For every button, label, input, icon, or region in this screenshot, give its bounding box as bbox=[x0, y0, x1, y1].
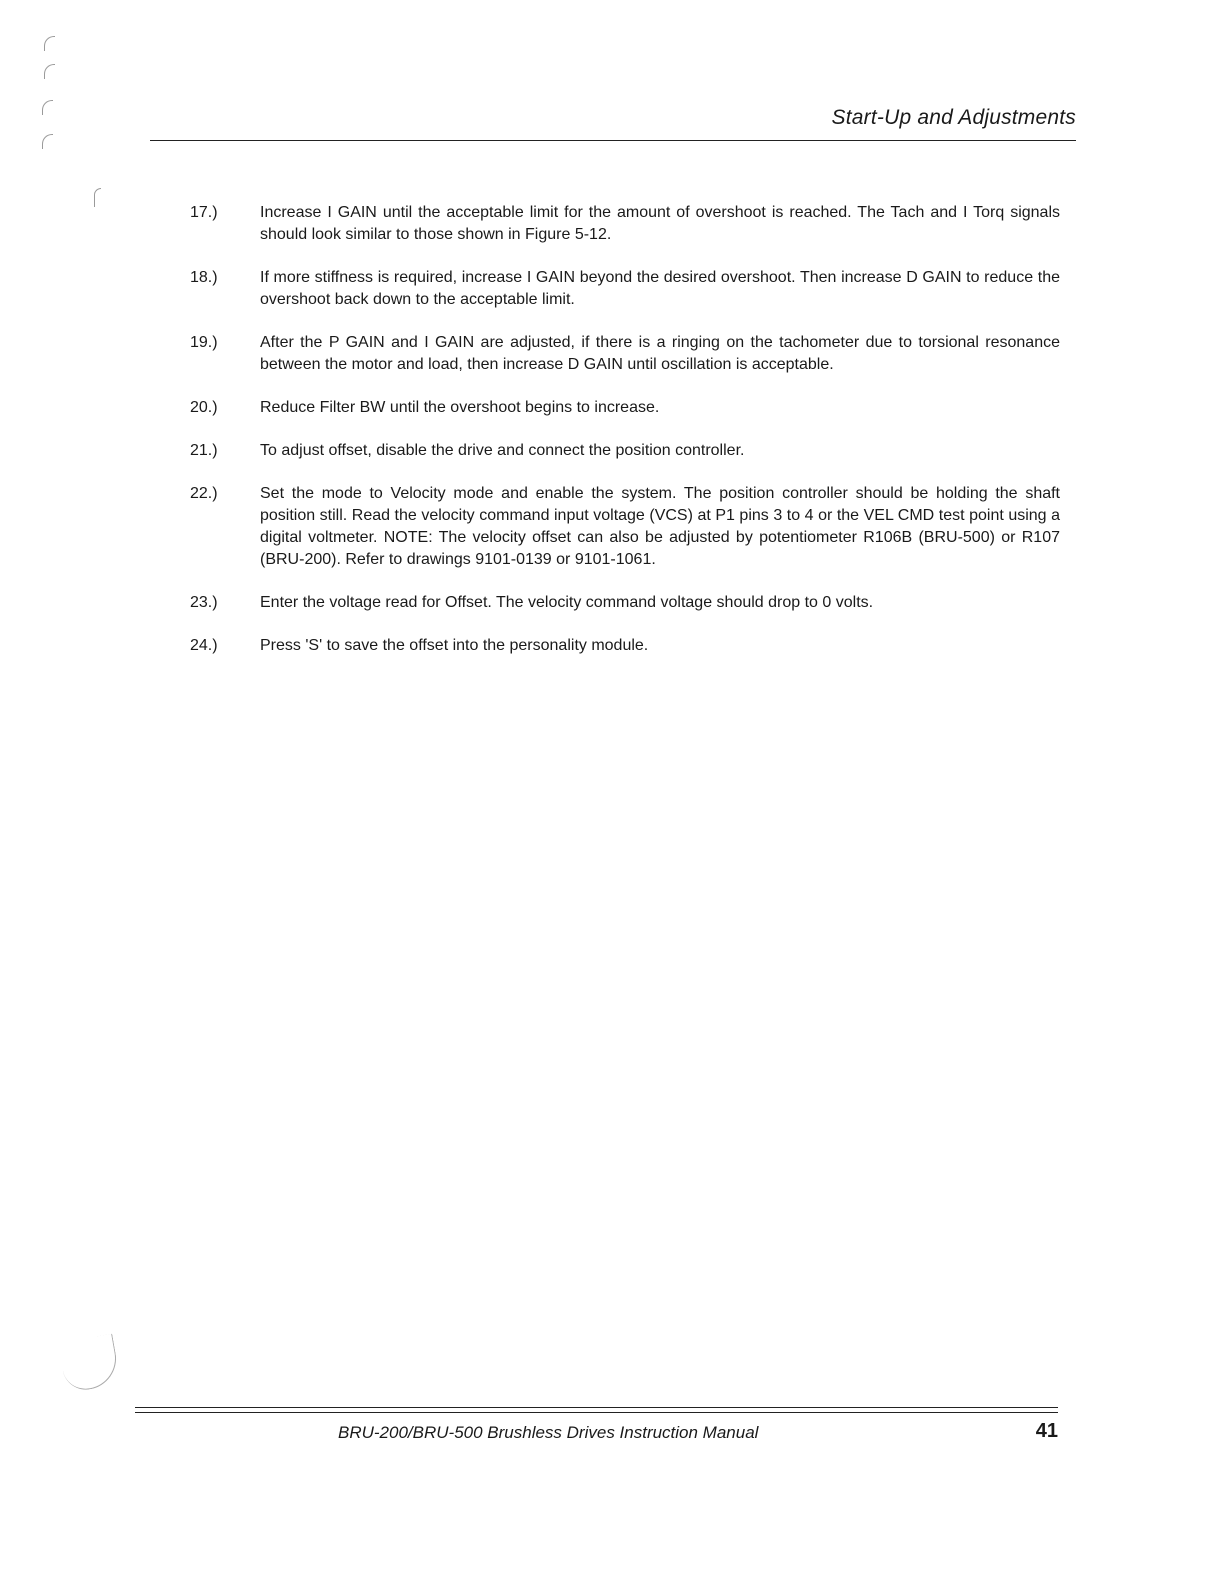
binder-mark bbox=[94, 188, 101, 207]
step-item bbox=[190, 635, 1060, 657]
manual-title: BRU-200/BRU-500 Brushless Drives Instruction Manual bbox=[338, 1423, 759, 1442]
binder-mark bbox=[42, 134, 53, 149]
step-item bbox=[190, 202, 1060, 246]
step-number: 22.) bbox=[190, 485, 218, 502]
binder-mark bbox=[44, 36, 55, 51]
step-item bbox=[190, 267, 1060, 311]
step-text: To adjust offset, disable the drive and connect the position controller. bbox=[260, 442, 745, 459]
page-number: 41 bbox=[1035, 1420, 1058, 1442]
procedure-steps bbox=[190, 202, 1060, 678]
step-item bbox=[190, 397, 1060, 419]
step-number: 23.) bbox=[190, 594, 218, 611]
step-number: 21.) bbox=[190, 442, 218, 459]
step-number: 19.) bbox=[190, 334, 218, 351]
step-item bbox=[190, 332, 1060, 376]
binder-mark bbox=[44, 64, 55, 79]
step-text: Enter the voltage read for Offset. The velocity command voltage should drop to 0 volts. bbox=[260, 594, 874, 611]
step-number: 20.) bbox=[190, 399, 218, 416]
step-item bbox=[190, 483, 1060, 571]
binder-hole bbox=[58, 1334, 121, 1394]
step-number: 17.) bbox=[190, 204, 218, 221]
footer-divider bbox=[135, 1412, 1058, 1413]
step-item bbox=[190, 440, 1060, 462]
step-number: 24.) bbox=[190, 637, 218, 654]
step-text: Set the mode to Velocity mode and enable the system. The position controller should be holding the shaft position still. Read the velocity command input voltage (VCS) at P1 pins 3 to 4 or the VEL CMD test point using a digital voltmeter. NOTE: The velocity offset can also be adjusted by potentiometer R106B (BRU-500) or R107 (BRU-200). Refer to drawings 9101-0139 or 9101-1061. bbox=[260, 485, 1060, 568]
binder-mark bbox=[42, 100, 53, 115]
step-number: 18.) bbox=[190, 269, 218, 286]
step-text: Increase I GAIN until the acceptable limit for the amount of overshoot is reached. The Tach and I Torq signals should look similar to those shown in Figure 5-12. bbox=[260, 204, 1060, 243]
step-text: If more stiffness is required, increase I GAIN beyond the desired overshoot. Then increase D GAIN to reduce the overshoot back down to the acceptable limit. bbox=[260, 269, 1060, 308]
step-item bbox=[190, 592, 1060, 614]
step-text: After the P GAIN and I GAIN are adjusted, if there is a ringing on the tachometer due to torsional resonance between the motor and load, then increase D GAIN until oscillation is acceptable. bbox=[260, 334, 1060, 373]
footer-divider bbox=[135, 1407, 1058, 1408]
step-text: Reduce Filter BW until the overshoot begins to increase. bbox=[260, 399, 660, 416]
section-title: Start-Up and Adjustments bbox=[831, 106, 1076, 129]
step-text: Press 'S' to save the offset into the personality module. bbox=[260, 637, 649, 654]
header-divider bbox=[150, 140, 1076, 141]
